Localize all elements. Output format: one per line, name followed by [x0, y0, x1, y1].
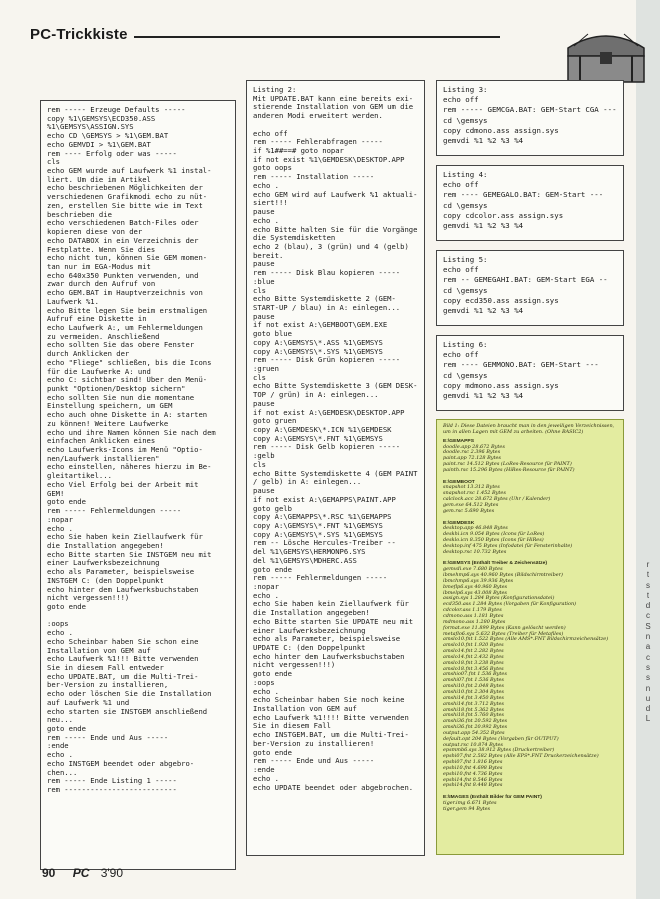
code-line: rem ---- GEMEGALO.BAT: GEM-Start ---	[443, 190, 604, 200]
code-line: echo Bitte starten Sie INSTGEM neu mit	[47, 550, 212, 559]
file-entry: default.opt 204 Bytes (Vorgaben für OUTPUT)	[443, 735, 559, 742]
file-entry: cdcolor.ass 1.179 Bytes	[443, 607, 502, 614]
file-entry: amshi14.fnt 3.712 Bytes	[443, 700, 504, 707]
page-spine	[636, 0, 660, 899]
code-line: ber-Version zu installieren,	[47, 681, 169, 690]
file-entry: ecd350.ass 1.284 Bytes (Vorgaben für Konfiguration)	[443, 601, 577, 608]
file-entry: output.app 54.352 Bytes	[443, 729, 505, 736]
edge-letter: c	[646, 611, 650, 621]
code-line: zu können! Weitere Laufwerke	[47, 419, 169, 428]
code-line: chen...	[47, 768, 78, 777]
code-line: echo off	[253, 129, 288, 138]
file-entry: amshi18.fnt 5.760 Bytes	[443, 712, 504, 719]
code-line: GEM!	[47, 489, 65, 498]
file-entry: doodle.app 28.672 Bytes	[443, 443, 505, 450]
listing-2-column	[246, 80, 425, 856]
code-line: echo INSTGEM.BAT, um die Multi-Trei-	[253, 731, 409, 740]
directory-heading: E:\GEMBOOT	[443, 479, 475, 485]
code-line: pause	[253, 208, 275, 217]
code-line: echo hinter dem Laufwerksbuchstaben	[47, 585, 199, 594]
code-line: echo starten sie INSTGEM anschließend	[47, 707, 208, 716]
code-line: :oops	[47, 620, 69, 629]
code-line: echo Bitte Systemdiskette 4 (GEM PAINT	[253, 469, 418, 478]
file-entry: epshi10.fnt 4.736 Bytes	[443, 770, 503, 777]
edge-letter: c	[646, 652, 650, 662]
file-entry: cdmono.ass 1.181 Bytes	[443, 613, 504, 619]
code-line: gleitartikel...	[47, 472, 112, 481]
code-line: UPDATE C: (den Doppelpunkt	[253, 644, 366, 652]
code-line: anderen Modi erweitert werden.	[253, 112, 383, 121]
file-entry: format.exe 11.899 Bytes (Kann gelöscht werden)	[443, 624, 566, 631]
file-entry: epshi10.fnt 4.698 Bytes	[443, 764, 503, 771]
file-entry: assign.sys 1.284 Bytes (Konfigurationsdatei)	[443, 595, 555, 602]
code-line: rem ---- GEMMONO.BAT: GEM-Start ---	[443, 360, 599, 370]
code-line: / gelb) in A: einlegen...	[253, 478, 362, 487]
file-entry: deskhi.icn 9.054 Bytes (Icons für LoRes)	[443, 531, 545, 538]
code-line: if %1##==# goto nopar	[253, 147, 344, 156]
code-line: echo oder löschen Sie die Installation	[47, 690, 212, 699]
code-line: zen, erstellen Sie bitte wie im Text	[47, 201, 203, 210]
file-entry: epshi07.fnt 1.816 Bytes	[443, 759, 503, 766]
code-line: echo verschiedenen Batch-Files oder	[47, 219, 199, 228]
code-line: goto ende	[253, 565, 292, 574]
edge-letter: L	[645, 714, 651, 724]
file-entry: amshi10.fnt 2.304 Bytes	[443, 688, 504, 695]
code-line: echo GEMVDI > %1\GEM.BAT	[47, 140, 151, 149]
code-line: :oops	[253, 678, 275, 687]
code-line: INSTGEM C: (den Doppelpunkt	[47, 576, 164, 585]
adjacent-page-edge-text	[640, 560, 656, 725]
file-entry: amshi10.fnt 2.048 Bytes	[443, 683, 504, 690]
page-footer	[42, 866, 123, 880]
code-line: :gelb	[253, 452, 275, 461]
code-line: rem -- Lösche Hercules-Treiber --	[253, 539, 396, 548]
code-line: echo .	[253, 774, 279, 783]
file-entry: gem.exe 64.512 Bytes	[443, 501, 499, 508]
code-line: einfachen Anklicken eines	[47, 437, 156, 446]
file-entry: amshi07.fnt 1.536 Bytes	[443, 677, 504, 684]
code-line: copy A:\GEMSYS\*.FNT %1\GEMSYS	[253, 434, 383, 443]
edge-letter: d	[645, 601, 651, 611]
file-entry: tiger.gem 94 Bytes	[443, 805, 491, 812]
code-line: Installation von GEM auf	[253, 705, 357, 714]
code-line	[47, 612, 229, 621]
directory-heading: E:\GEMAPPS	[443, 438, 475, 444]
edge-letter: S	[645, 621, 651, 631]
code-line: echo .	[253, 181, 279, 190]
code-line: nicht vergessen!!!)	[253, 661, 336, 670]
code-line: echo Sie haben kein Ziellaufwerk für	[47, 533, 203, 542]
code-line: echo einstellen, näheres hierzu im Be-	[47, 463, 212, 472]
magazine-logo: PC	[72, 866, 90, 880]
code-line: zwar durch den Aufruf von	[47, 280, 156, 289]
code-line: echo Bitte Systemdiskette 3 (GEM DESK-	[253, 382, 418, 391]
file-entry: amshi36.fnt 20.992 Bytes	[443, 724, 508, 731]
code-line: echo GEM.BAT im Hauptverzeichnis von	[47, 289, 203, 298]
code-line: echo Scheinbar haben Sie schon eine	[47, 637, 199, 646]
code-line: rem ----- Fehlermeldungen -----	[47, 507, 182, 516]
code-line: rem ----- Ende Listing 1 -----	[47, 777, 177, 786]
code-line: Sie in diesem Fall entweder	[47, 664, 164, 672]
code-line: echo Laufwerks-Icons im Menü "Optio-	[47, 446, 203, 455]
code-line: echo CD \GEMSYS > %1\GEM.BAT	[47, 132, 169, 141]
code-line: rem ----- Fehlerabfragen -----	[253, 138, 383, 147]
code-line: Installation von GEM auf	[47, 646, 151, 655]
code-line: echo .	[47, 629, 73, 638]
code-line: rem -- GEMEGAHI.BAT: GEM-Start EGA --	[443, 275, 608, 285]
code-line: echo und ihre Namen können Sie nach dem	[47, 428, 216, 437]
code-line: rem ----- Ende und Aus -----	[253, 757, 375, 766]
file-entry: tiger.img 6.671 Bytes	[443, 800, 497, 806]
code-line: gemvdi %1 %2 %3 %4	[443, 221, 524, 231]
file-entry: painth.rsc 15.296 Bytes (HiRes-Resource für PAINT)	[443, 466, 575, 473]
code-line: :gruen	[253, 365, 279, 373]
listing-4-box	[436, 165, 624, 241]
code-line: echo C: sichtbar sind! Über den Menü-	[47, 376, 208, 385]
listing-1-column	[40, 100, 236, 870]
code-line: cls	[47, 158, 60, 167]
code-line: pause	[253, 260, 275, 269]
file-entry: snapshot 13.312 Bytes	[443, 484, 500, 491]
file-entry: epshi07.fnt 2.582 Bytes (Alle EPS*.FNT Druckerzeichensätze)	[443, 753, 599, 760]
file-entry: output.rsc 10.874 Bytes	[443, 741, 503, 748]
code-line: echo Laufwerk %1!!! Bitte verwenden	[47, 655, 199, 664]
code-line: if not exist A:\GEMDESK\DESKTOP.APP	[253, 408, 405, 417]
code-line: Listing 4:	[443, 170, 488, 179]
file-entry: amshi18.fnt 5.362 Bytes	[443, 706, 504, 713]
edge-letter: d	[645, 704, 651, 714]
code-line: copy A:\GEMAPPS\*.RSC %1\GEMAPPS	[253, 513, 392, 522]
file-entry: mdmono.ass 1.280 Bytes	[443, 618, 506, 625]
code-line: echo off	[443, 180, 479, 190]
code-line: goto ende	[47, 725, 86, 734]
code-line: goto oops	[253, 164, 292, 173]
code-line: Listing 6:	[443, 340, 488, 349]
file-entry: ibmelp6.sys 43.008 Bytes	[443, 589, 507, 596]
code-line: cd \gemsys	[443, 200, 488, 210]
code-line: echo Scheinbar haben Sie noch keine	[253, 696, 405, 705]
file-entry: ibmehmp6.sys 40.960 Bytes (Bildschirmtreiber)	[443, 572, 563, 579]
edge-letter: r	[646, 560, 650, 569]
edge-letter: s	[646, 580, 650, 590]
code-line: START-UP / blau) in A: einlegen...	[253, 303, 401, 312]
file-entry: desktop.inf 475 Bytes (Infodatei für Fensterinhalte)	[443, 542, 573, 549]
code-line: stierende Installation von GEM um die	[253, 103, 414, 112]
code-line: durch Anklicken der	[47, 350, 130, 359]
code-line: Festplatte. Wenn Sie dies	[47, 245, 156, 254]
file-entry: amshio07.fnt 1.536 Bytes	[443, 671, 507, 678]
edge-letter: s	[646, 673, 650, 683]
edge-letter: n	[645, 683, 651, 693]
file-entry: amslo14.fnt 2.432 Bytes	[443, 653, 504, 660]
code-line: echo .	[253, 687, 279, 696]
code-line: echo GEM wird auf Laufwerk %1 aktuali-	[253, 190, 418, 199]
code-line: rem ----- Fehlermeldungen -----	[253, 574, 388, 583]
code-line: rem ----- Ende und Aus -----	[47, 733, 169, 742]
code-line: echo sollten Sie nun die momentane	[47, 393, 195, 402]
code-line: if not exist A:\GEMAPPS\PAINT.APP	[253, 495, 396, 504]
code-line: liert. Um die im Artikel	[47, 175, 151, 184]
file-entry: amshi14.fnt 3.450 Bytes	[443, 694, 504, 701]
file-entry: amshi36.fnt 20.592 Bytes	[443, 718, 508, 725]
code-line: :nopar	[253, 582, 279, 591]
code-line: :blue	[253, 277, 275, 286]
code-line: echo "Fliege" schließen, bis die Icons	[47, 358, 212, 367]
code-line: copy cdcolor.ass assign.sys	[443, 210, 564, 220]
file-entry: epshi14.fnt 8.448 Bytes	[443, 782, 503, 789]
file-entry: doodle.rsc 2.396 Bytes	[443, 449, 501, 456]
code-line: nicht vergessen!!!)	[47, 594, 130, 603]
code-line: echo off	[443, 350, 479, 360]
code-line: gemvdi %1 %2 %3 %4	[443, 136, 524, 146]
code-line: goto ende	[47, 602, 86, 611]
file-entry: paint.app 72.128 Bytes	[443, 455, 501, 462]
code-line: cls	[253, 460, 266, 469]
code-line: echo Bitte starten Sie UPDATE neu mit	[253, 617, 414, 626]
code-line: echo Laufwerk %1!!!! Bitte verwenden	[253, 713, 409, 722]
code-line: echo INSTGEM beendet oder abgebro-	[47, 759, 195, 768]
code-line: pause	[253, 399, 275, 408]
code-line: echo .	[47, 751, 73, 760]
file-entry: amslo10.fnt 1.522 Bytes (Alle AMS*.FNT Bildschirmzeichensätze)	[443, 636, 609, 643]
code-line: punkt "Optionen/Desktop sichern"	[47, 385, 186, 393]
directory-heading: E:\GEMDESK	[443, 520, 475, 526]
file-entry: desktop.rsc 10.732 Bytes	[443, 548, 507, 555]
file-entry: gem.rsc 5.690 Bytes	[443, 507, 495, 514]
code-line: echo Bitte halten Sie für die Vorgänge	[253, 225, 418, 234]
page-number: 90	[42, 866, 56, 880]
code-line: auf Laufwerk %1 und	[47, 698, 130, 707]
file-entry: bmeflp6.sys 40.960 Bytes	[443, 583, 508, 590]
code-line: echo 640x350 Punkten verwenden, und	[47, 271, 199, 280]
edge-letter: t	[646, 570, 650, 580]
code-line: nen/Laufwerk installieren"	[47, 454, 160, 463]
code-line: goto blue	[253, 330, 292, 339]
code-line: %1\GEMSYS\ASSIGN.SYS	[47, 123, 134, 132]
file-entry: amslo10.fnt 1.920 Bytes	[443, 642, 504, 649]
code-line: rem ----- Disk Blau kopieren -----	[253, 269, 401, 278]
code-line: echo nicht tun, können Sie GEM momen-	[47, 254, 208, 263]
code-line: für die Laufwerke A: und	[47, 367, 151, 376]
code-line: verschiedenen Grafikmodi echo zu nüt-	[47, 193, 208, 202]
code-line: echo GEM wurde auf Laufwerk %1 instal-	[47, 167, 212, 176]
code-line: goto gruen	[253, 417, 297, 426]
code-line: copy A:\GEMSYS\*.FNT %1\GEMSYS	[253, 521, 383, 530]
code-line: Aufruf eine Diskette in	[47, 315, 147, 324]
code-line: Mit UPDATE.BAT kann eine bereits exi-	[253, 94, 414, 103]
code-line: einer Laufwerksbezeichnung	[47, 559, 160, 568]
code-line: rem ----- Disk Gelb kopieren -----	[253, 443, 401, 452]
directory-heading: E:\GEMSYS (Enthält Treiber & Zeichensätze)	[443, 561, 547, 567]
code-line: pause	[253, 312, 275, 321]
code-line: tan nur im EGA-Modus mit	[47, 262, 151, 271]
file-list-lines	[443, 439, 617, 813]
code-line	[253, 121, 418, 130]
file-entry: paint.rsc 14.512 Bytes (LoRes-Resource für PAINT)	[443, 461, 572, 468]
code-line: einer Laufwerksbezeichnung	[253, 626, 366, 635]
file-entry: metaflo6.sys 5.632 Bytes (Treiber für Metafiles)	[443, 630, 564, 637]
edge-letter: u	[645, 693, 651, 703]
code-line: goto gelb	[253, 504, 292, 513]
code-line: Laufwerk %1.	[47, 297, 99, 306]
file-entry: desktop.app 46.848 Bytes	[443, 525, 508, 532]
listing-3-box	[436, 80, 624, 156]
code-line: if not exist A:\GEMBOOT\GEM.EXE	[253, 321, 388, 330]
code-line: Listing 2:	[253, 86, 297, 94]
code-line: if not exist %1\GEMDESK\DESKTOP.APP	[253, 155, 405, 164]
file-entry: amslo14.fnt 2.282 Bytes	[443, 648, 504, 655]
code-line: goto ende	[253, 670, 292, 679]
code-line: echo sollten Sie das obere Fenster	[47, 341, 195, 350]
file-entry: amslo18.fnt 3.238 Bytes	[443, 659, 504, 666]
code-line: rem ----- Installation -----	[253, 173, 375, 182]
file-entry: gemvdi.exe 7.680 Bytes	[443, 566, 503, 573]
code-line: die Installation angegeben!	[47, 541, 164, 550]
code-line: copy cdmono.ass assign.sys	[443, 125, 559, 135]
treasure-chest-icon	[558, 22, 654, 86]
code-line: del %1\GEMSYS\MDHERC.ASS	[253, 556, 357, 565]
file-entry: epsmmb6.sys 38.912 Bytes (Druckertreiber)	[443, 747, 555, 754]
code-line: echo hinter dem Laufwerksbuchstaben	[253, 652, 405, 661]
code-line: :ende	[47, 742, 69, 751]
file-entry: ibmchmp6.sys 39.936 Bytes	[443, 577, 514, 584]
code-line: rem ---- Erfolg oder was -----	[47, 149, 177, 158]
edge-letter: t	[646, 590, 650, 600]
code-line: echo Sie haben kein Ziellaufwerk für	[253, 600, 409, 609]
code-line: echo .	[253, 216, 279, 225]
code-line: copy A:\GEMDESK\*.ICN %1\GEMDESK	[253, 426, 392, 435]
code-line: rem ----- Disk Grün kopieren -----	[253, 356, 401, 365]
code-line: cd \gemsys	[443, 285, 488, 295]
issue-number: 3'90	[100, 866, 124, 880]
code-line: echo Bitte legen Sie beim erstmaligen	[47, 306, 208, 315]
code-line: gemvdi %1 %2 %3 %4	[443, 391, 524, 401]
file-entry: epshi14.fnt 8.546 Bytes	[443, 776, 503, 783]
code-line: goto ende	[253, 748, 292, 757]
code-line: copy ecd350.ass assign.sys	[443, 295, 559, 305]
code-line: echo .	[253, 591, 279, 600]
code-line: Listing 3:	[443, 85, 488, 94]
code-line: copy %1\GEMSYS\ECD350.ASS	[47, 114, 156, 123]
code-line: echo .	[47, 524, 73, 533]
code-line: Sie in diesem Fall	[253, 722, 331, 731]
code-line: pause	[253, 487, 275, 496]
code-line: rem --------------------------	[47, 786, 177, 795]
code-line: echo off	[443, 265, 479, 275]
code-line: ber-Version zu installieren!	[253, 739, 375, 748]
file-entry: calclock.acc 28.672 Bytes (Uhr / Kalender)	[443, 496, 551, 503]
code-line: echo DATABOX in ein Verzeichnis der	[47, 236, 199, 245]
code-line: TOP / grün) in A: einlegen...	[253, 391, 379, 400]
directory-heading: E:\IMAGES (Enthält Bilder für GEM PAINT)	[443, 795, 542, 801]
edge-letter: n	[645, 632, 651, 642]
code-line: bereit.	[253, 251, 284, 260]
code-line: echo auch ohne Diskette in A: starten	[47, 411, 208, 420]
code-line: Einstellung speichern, um GEM	[47, 402, 173, 411]
edge-letter: s	[646, 662, 650, 672]
file-entry: snapshot.rsc 1.452 Bytes	[443, 490, 506, 497]
code-line: siert!!!	[253, 199, 288, 208]
section-title: PC-Trickkiste	[30, 26, 134, 43]
code-line: del %1\GEMSYS\HERMONP6.SYS	[253, 548, 366, 557]
file-entry: amslo18.fnt 3.456 Bytes	[443, 665, 504, 672]
code-line: echo als Parameter, beispielsweise	[253, 635, 401, 644]
code-line: echo beschriebenen Möglichkeiten der	[47, 184, 203, 193]
code-line: gemvdi %1 %2 %3 %4	[443, 306, 524, 316]
code-line: beschrieben die	[47, 210, 112, 219]
edge-letter: a	[645, 642, 651, 652]
code-line: echo als Parameter, beispielsweise	[47, 568, 195, 577]
code-line: rem ----- GEMCGA.BAT: GEM-Start CGA ---	[443, 105, 617, 115]
code-line: cls	[253, 286, 266, 295]
code-line: cls	[253, 373, 266, 382]
listing-6-box	[436, 335, 624, 411]
code-line: kopieren diese von der	[47, 228, 143, 237]
code-line: rem ----- Erzeuge Defaults -----	[47, 106, 186, 114]
code-line: :ende	[253, 766, 275, 775]
code-line: echo Viel Erfolg bei der Arbeit mit	[47, 480, 199, 489]
code-line: copy A:\GEMSYS\*.SYS %1\GEMSYS	[253, 347, 383, 356]
code-line: cd \gemsys	[443, 370, 488, 380]
code-line: Listing 5:	[443, 255, 488, 264]
code-line: copy mdmono.ass assign.sys	[443, 380, 559, 390]
code-line: neu...	[47, 716, 73, 725]
code-line: echo Laufwerk A:, um Fehlermeldungen	[47, 323, 203, 332]
file-list-box	[436, 419, 624, 855]
code-line: :nopar	[47, 515, 73, 524]
listing-5-box	[436, 250, 624, 326]
code-line: copy A:\GEMSYS\*.ASS %1\GEMSYS	[253, 338, 383, 347]
file-entry: desklo.icn 8.350 Bytes (Icons für HiRes)	[443, 537, 544, 544]
code-line: echo UPDATE.BAT, um die Multi-Trei-	[47, 672, 199, 681]
code-line: echo UPDATE beendet oder abgebrochen.	[253, 783, 414, 792]
code-line: echo Bitte Systemdiskette 2 (GEM-	[253, 295, 396, 304]
code-line: goto ende	[47, 498, 86, 507]
file-list-caption: Bild 1: Diese Dateien braucht man in den jeweiligen Verzeichnissen, um in allen Lagen mit GEM zu arbeiten. (Ohne BASIC2)	[443, 423, 615, 435]
code-line: copy A:\GEMSYS\*.SYS %1\GEMSYS	[253, 530, 383, 539]
page-header	[30, 22, 635, 74]
code-line: echo 2 (blau), 3 (grün) und 4 (gelb)	[253, 242, 409, 251]
code-line: die Systemdisketten	[253, 234, 336, 243]
code-line: echo off	[443, 95, 479, 105]
code-line: zu vermeiden. Anschließend	[47, 332, 160, 341]
code-line: cd \gemsys	[443, 115, 488, 125]
code-line: die Installation angegeben!	[253, 609, 370, 618]
